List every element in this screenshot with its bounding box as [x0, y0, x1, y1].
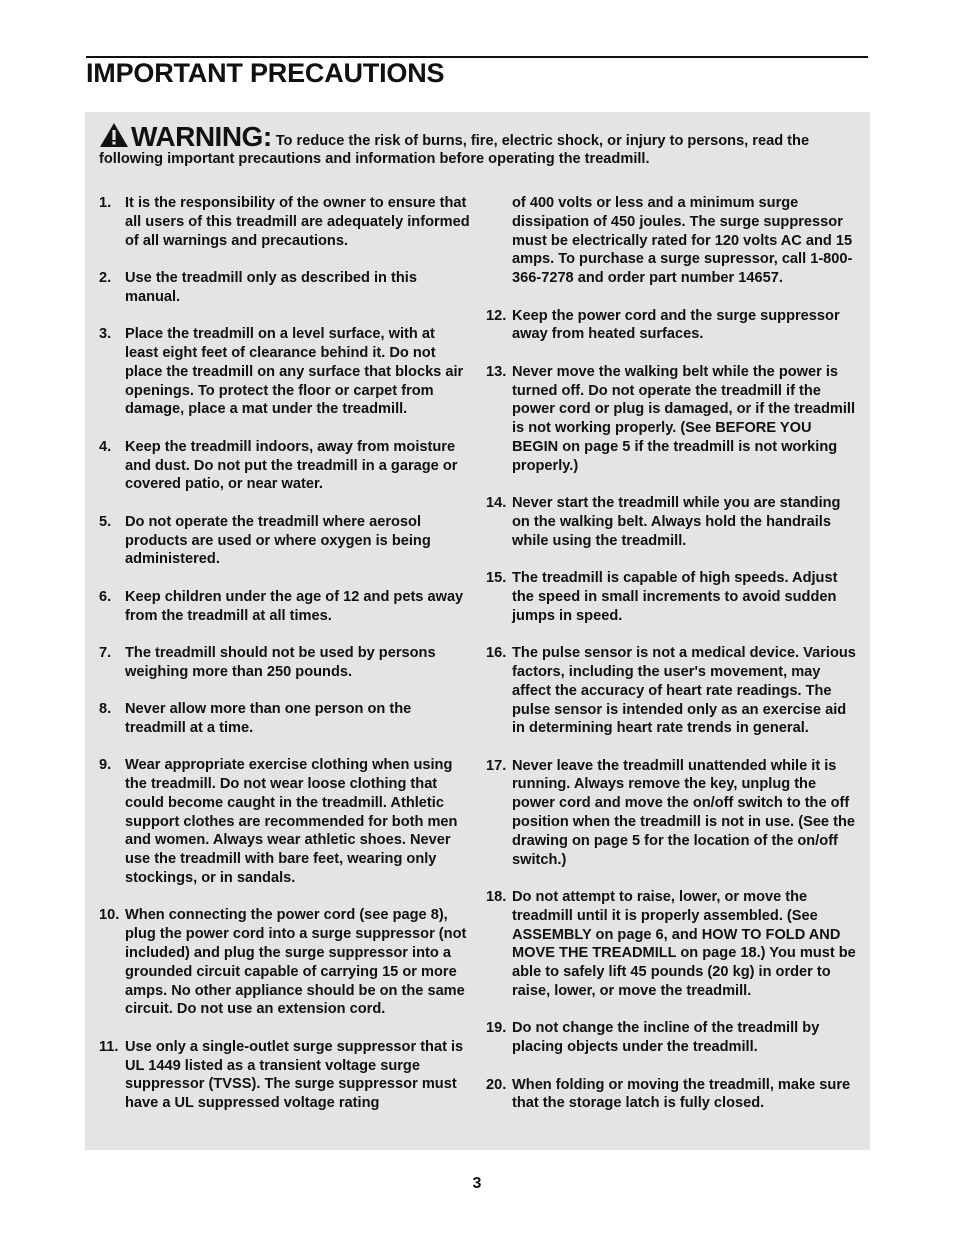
- item-number: 20.: [486, 1076, 507, 1093]
- precaution-item: [486, 307, 858, 345]
- precautions-right-column: [486, 194, 858, 1132]
- item-text: The treadmill is capable of high speeds. Adjust the speed in small increments to avoid sudden jumps in speed.: [512, 570, 838, 624]
- precaution-item: [99, 906, 471, 1019]
- precaution-item: [486, 644, 858, 738]
- precaution-item: [99, 1038, 471, 1113]
- precaution-item: [99, 756, 471, 888]
- item-number: 14.: [486, 495, 507, 512]
- precaution-item: [99, 513, 471, 569]
- item-11-continued: of 400 volts or less and a minimum surge dissipation of 450 joules. The surge suppressor must be electrically rated for 120 volts AC and 15 amps. To purchase a surge supressor, call 1-800-366-7278 and order part number 14657.: [512, 195, 853, 287]
- item-text: When folding or moving the treadmill, make sure that the storage latch is fully closed.: [512, 1076, 851, 1112]
- precaution-item: [486, 569, 858, 625]
- warning-box: [85, 112, 870, 1150]
- precaution-item: [486, 363, 858, 476]
- item-number: 13.: [486, 363, 507, 380]
- item-text: Place the treadmill on a level surface, with at least eight feet of clearance behind it. Do not place the treadmill on any surface that blocks air openings. To protect the floor or carpet from damage, place a mat under the treadmill.: [125, 326, 464, 418]
- item-text: Do not attempt to raise, lower, or move the treadmill until it is properly assembled. (See ASSEMBLY on page 6, and HOW TO FOLD AND MOVE THE TREADMILL on page 18.) You must be able to safely lift 45 pounds (20 kg) in order to raise, lower, or move the treadmill.: [512, 889, 856, 1000]
- item-text: Never allow more than one person on the treadmill at a time.: [125, 701, 412, 736]
- item-number: 10.: [99, 907, 120, 924]
- item-number: 16.: [486, 645, 507, 662]
- item-text: Wear appropriate exercise clothing when using the treadmill. Do not wear loose clothing that could become caught in the treadmill. Athletic support clothes are recommended for both men and women. Always wear athletic shoes. Never use the treadmill with bare feet, wearing only stockings, or in sandals.: [125, 757, 458, 887]
- item-number: 3.: [99, 326, 112, 343]
- item-text: Do not operate the treadmill where aerosol products are used or where oxygen is being administered.: [125, 513, 431, 568]
- precaution-item: [99, 438, 471, 494]
- item-text: Never start the treadmill while you are standing on the walking belt. Always hold the handrails while using the treadmill.: [512, 495, 841, 549]
- item-number: 6.: [99, 588, 112, 605]
- item-text: The treadmill should not be used by persons weighing more than 250 pounds.: [125, 644, 436, 680]
- precaution-item: [99, 194, 471, 250]
- item-text: Use only a single-outlet surge suppressor that is UL 1449 listed as a transient voltage surge suppressor (TVSS). The surge suppressor must have a UL suppressed voltage rating: [125, 1038, 464, 1112]
- precaution-item: [99, 269, 471, 307]
- warning-triangle-icon: [99, 122, 129, 148]
- precaution-item: [99, 700, 471, 738]
- item-number: 9.: [99, 757, 112, 774]
- warning-label: WARNING:: [131, 121, 272, 152]
- item-text: Never leave the treadmill unattended while it is running. Always remove the key, unplug the power cord and move the on/off switch to the off position when the treadmill is not in use. (See the drawing on page 5 for the location of the on/off switch.): [512, 757, 855, 868]
- item-text: Keep the power cord and the surge suppressor away from heated surfaces.: [512, 307, 840, 343]
- precaution-item: [486, 888, 858, 1001]
- item-number: 12.: [486, 307, 507, 324]
- item-text: It is the responsibility of the owner to ensure that all users of this treadmill are adequately informed of all warnings and precautions.: [125, 195, 470, 249]
- item-number: 19.: [486, 1020, 507, 1037]
- item-text: The pulse sensor is not a medical device. Various factors, including the user's movement, may affect the accuracy of heart rate readings. The pulse sensor is intended only as an exercise aid in determining heart rate trends in general.: [512, 645, 856, 737]
- item-number: 15.: [486, 570, 507, 587]
- item-number: 4.: [99, 438, 112, 455]
- item-text: Keep children under the age of 12 and pets away from the treadmill at all times.: [125, 588, 464, 624]
- page-title: IMPORTANT PRECAUTIONS: [86, 58, 445, 88]
- item-text: When connecting the power cord (see page 8), plug the power cord into a surge suppressor (not included) and plug the surge suppressor into a grounded circuit capable of carrying 15 or more amps. No other appliance should be on the same circuit. Do not use an extension cord.: [125, 907, 467, 1018]
- precaution-item: [99, 588, 471, 626]
- precautions-left-column: [99, 194, 471, 1132]
- item-number: 8.: [99, 701, 112, 718]
- precaution-item: [99, 325, 471, 419]
- item-text: Use the treadmill only as described in this manual.: [125, 269, 417, 305]
- warning-intro-text: To reduce the risk of burns, fire, electric shock, or injury to persons, read the following important precautions and information before operating the treadmill.: [99, 133, 810, 167]
- item-number: 1.: [99, 195, 112, 211]
- precaution-item: [486, 494, 858, 550]
- item-text: Keep the treadmill indoors, away from moisture and dust. Do not put the treadmill in a garage or covered patio, or near water.: [125, 438, 458, 493]
- precaution-item: [486, 757, 858, 870]
- precaution-item: [486, 1076, 858, 1114]
- item-number: 5.: [99, 513, 112, 530]
- item-number: 17.: [486, 757, 507, 774]
- item-number: 7.: [99, 644, 112, 661]
- item-number: 11.: [99, 1038, 119, 1055]
- precaution-item: [486, 1019, 858, 1057]
- precaution-item: [99, 644, 471, 682]
- item-number: 18.: [486, 889, 507, 906]
- item-text: Do not change the incline of the treadmill by placing objects under the treadmill.: [512, 1020, 820, 1056]
- page-number: 3: [472, 1175, 482, 1192]
- item-number: 2.: [99, 269, 112, 286]
- item-text: Never move the walking belt while the power is turned off. Do not operate the treadmill if the power cord or plug is damaged, or if the treadmill is not working properly. (See BEFORE YOU BEGIN on page 5 if the treadmill is not working properly.): [512, 363, 856, 474]
- warning-intro: [99, 122, 861, 168]
